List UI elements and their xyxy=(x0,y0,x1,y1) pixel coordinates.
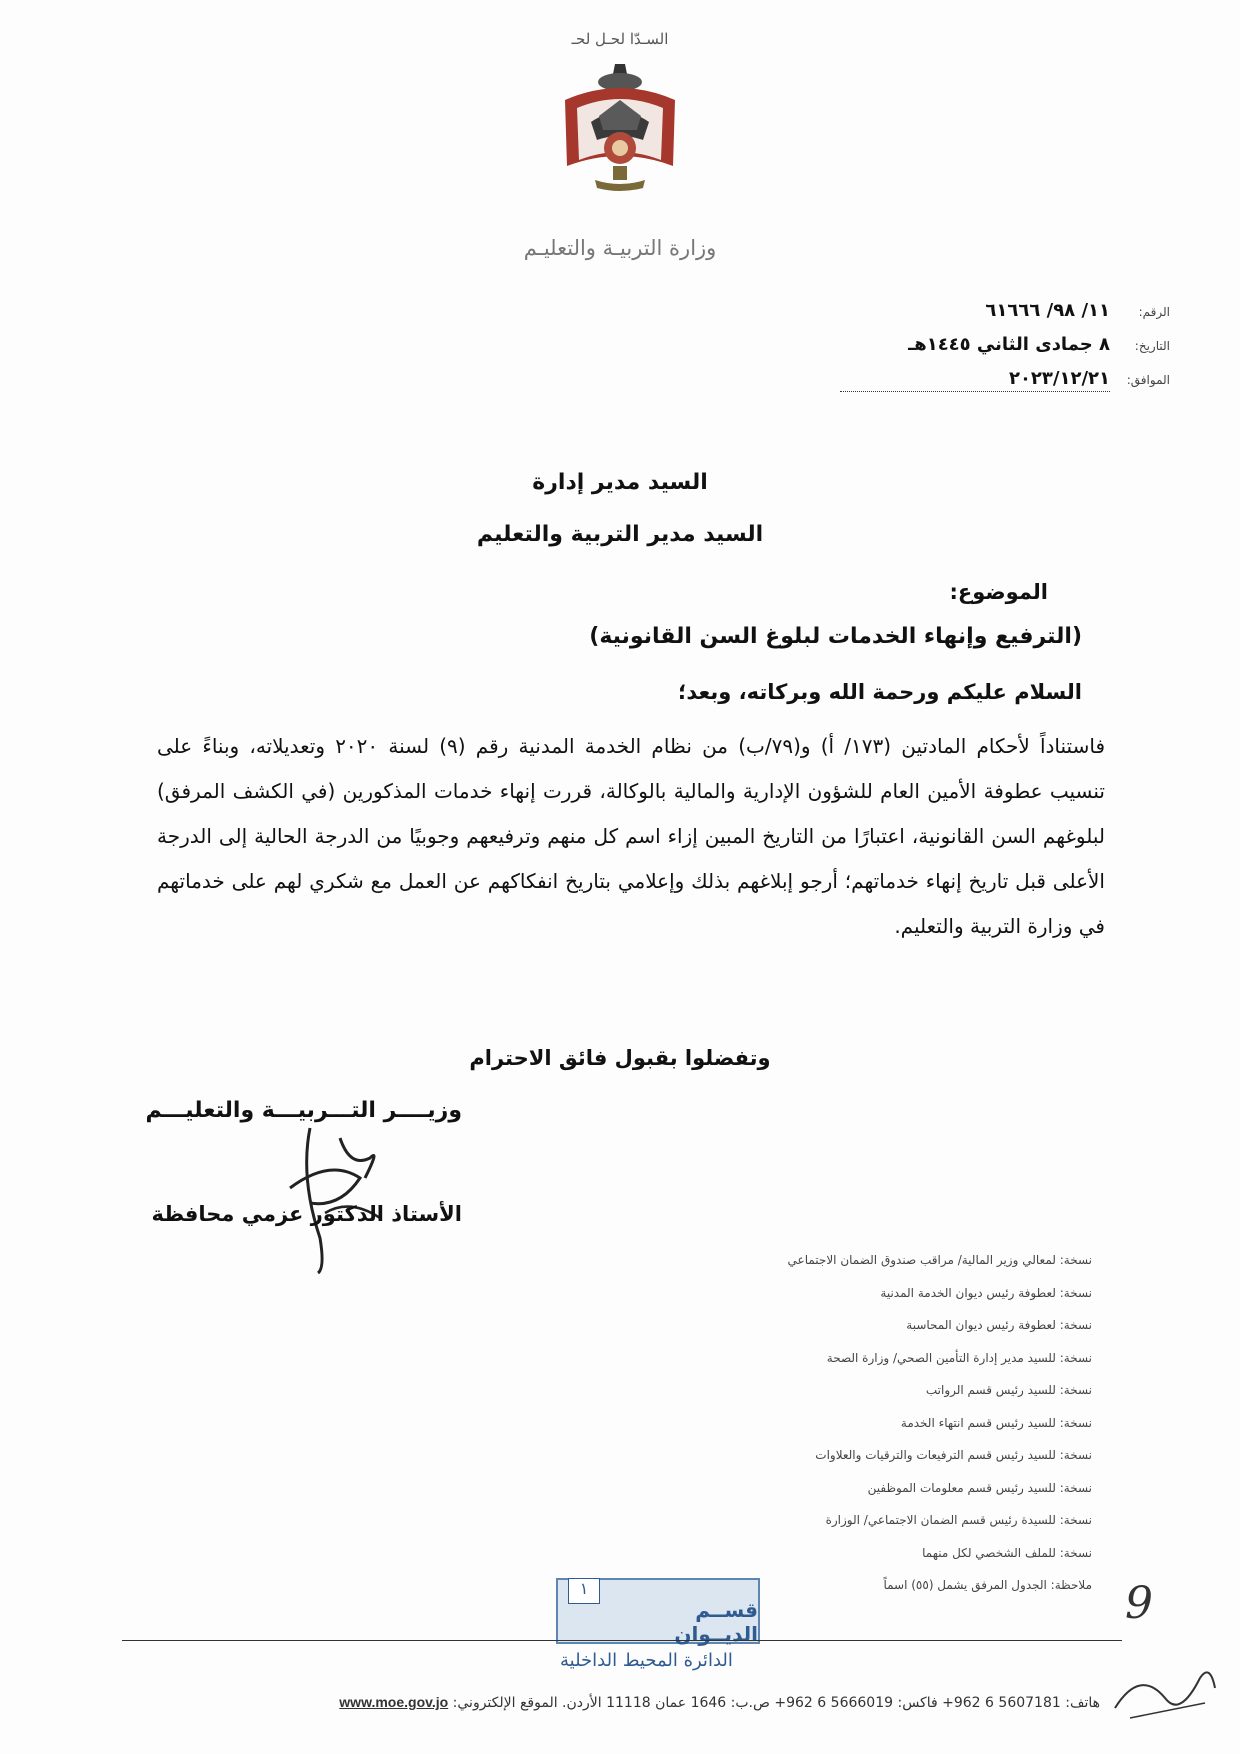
signatory-name: الأستاذ الدكتور عزمي محافظة xyxy=(151,1202,462,1226)
jordan-coat-of-arms-icon xyxy=(555,56,685,196)
closing: وتفضلوا بقبول فائق الاحترام xyxy=(469,1046,771,1070)
ref-number: ١١/ ٩٨/ ٦١٦٦٦ xyxy=(985,300,1110,321)
letter-body: فاستناداً لأحكام المادتين (١٧٣/ أ) و(٧٩/ب) من نظام الخدمة المدنية رقم (٩) لسنة ٢٠٢٠ وتعديلاته، وبناءً على تنسيب عطوفة الأمين العام للشؤون الإدارية والمالية بالوكالة، قررت إنهاء خدمات المذكورين (في الكشف المرفق) لبلوغهم السن القانونية، اعتبارًا من التاريخ المبين إزاء اسم كل منهم وترفيعهم وجوبيًا من الدرجة الحالية إلى الدرجة الأعلى قبل تاريخ إنهاء خدماتهم؛ أرجو إبلاغهم بذلك وإعلامي بتاريخ انفكاكهم عن العمل مع شكري لهم على خدماتهم في وزارة التربية والتعليم. xyxy=(157,734,1106,938)
handwritten-signature xyxy=(270,1118,420,1278)
registry-stamp xyxy=(556,1578,760,1644)
copy-item: نسخة: للسيد رئيس قسم الرواتب xyxy=(925,1383,1092,1397)
signatory-title: وزيــــر التـــربيـــة والتعليـــم xyxy=(145,1098,462,1123)
copy-item: نسخة: لعطوفة رئيس ديوان الخدمة المدنية xyxy=(880,1285,1092,1300)
letterhead xyxy=(520,30,720,270)
ministry-name: وزارة التربيـة والتعليـم xyxy=(523,236,717,260)
copies-list xyxy=(492,1244,1092,1602)
footer-divider xyxy=(122,1640,1122,1641)
addressee-line-2: السيد مدير التربية والتعليم xyxy=(476,522,764,547)
footer-website-link[interactable]: www.moe.gov.jo xyxy=(339,1694,449,1710)
ref-number-row xyxy=(840,300,1170,334)
copy-item: نسخة: لمعالي وزير المالية/ مراقب صندوق الضمان الاجتماعي xyxy=(787,1253,1092,1267)
ref-corresponding: ٢٠٢٣/١٢/٢١ xyxy=(840,368,1110,392)
ref-date: ٨ جمادى الثاني ١٤٤٥هـ xyxy=(908,334,1110,355)
greeting: السلام عليكم ورحمة الله وبركاته، وبعد؛ xyxy=(677,680,1082,704)
stamp-number: ١ xyxy=(568,1578,600,1604)
footer-contact: هاتف: 5607181 6 962+ فاكس: 5666019 6 962+ ص.ب: 1646 عمان 11118 الأردن. الموقع الإلكتروني: xyxy=(452,1695,1100,1711)
reference-block xyxy=(840,300,1170,402)
ref-corresponding-label: الموافق: xyxy=(1126,373,1170,387)
addressee-line-1: السيد مدير إدارة xyxy=(532,470,708,495)
stamp-secondary-text: الدائرة المحيط الداخلية xyxy=(560,1650,733,1671)
ref-number-label: الرقم: xyxy=(1138,305,1170,319)
ref-date-row xyxy=(840,334,1170,368)
handwritten-scribble xyxy=(1110,1648,1220,1728)
footer xyxy=(180,1694,1100,1711)
handwritten-note: 9 xyxy=(1125,1578,1153,1629)
copy-item: نسخة: للسيد رئيس قسم الترفيعات والترقيات والعلاوات xyxy=(815,1448,1092,1462)
copy-item: نسخة: للسيدة رئيس قسم الضمان الاجتماعي/ الوزارة xyxy=(825,1513,1092,1527)
subject-text: (الترفيع وإنهاء الخدمات لبلوغ السن القانونية) xyxy=(589,624,1082,649)
stamp-text: قســم الديــوان xyxy=(674,1598,758,1646)
subject-label: الموضوع: xyxy=(949,580,1048,604)
copy-item: نسخة: للسيد مدير إدارة التأمين الصحي/ وزارة الصحة xyxy=(826,1350,1092,1365)
copy-item: نسخة: للسيد رئيس قسم انتهاء الخدمة xyxy=(900,1415,1092,1430)
note-item: ملاحظة: الجدول المرفق يشمل (٥٥) اسماً xyxy=(883,1578,1092,1592)
ref-corresponding-row xyxy=(840,368,1170,402)
ref-date-label: التاريخ: xyxy=(1134,339,1170,353)
copy-item: نسخة: لعطوفة رئيس ديوان المحاسبة xyxy=(906,1318,1092,1332)
crest-top-text: السـدّا لحـل لحـ xyxy=(571,30,669,48)
copy-item: نسخة: للسيد رئيس قسم معلومات الموظفين xyxy=(867,1480,1092,1495)
copy-item: نسخة: للملف الشخصي لكل منهما xyxy=(922,1545,1092,1560)
